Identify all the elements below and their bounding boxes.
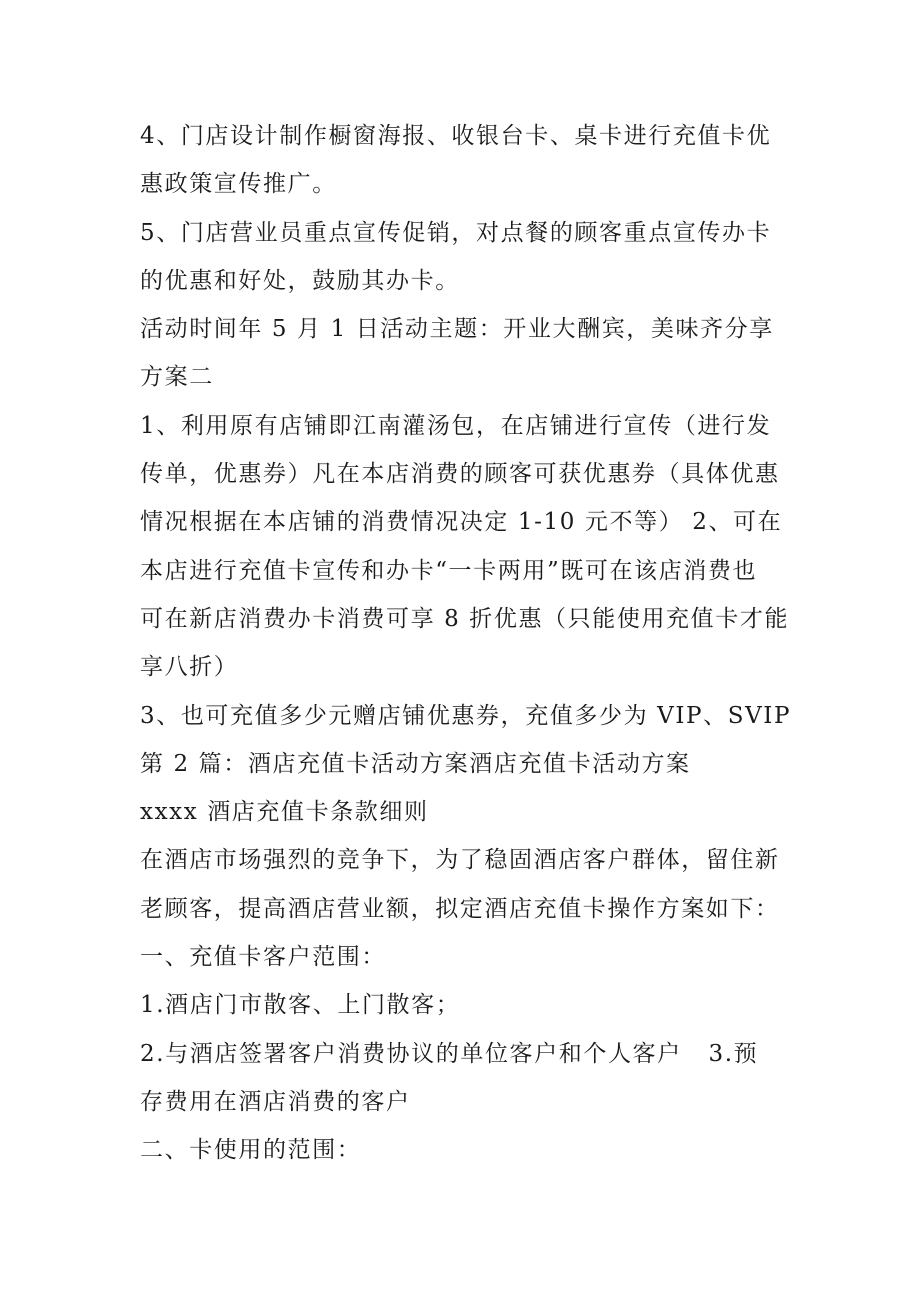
text-line: 2.与酒店签署客户消费协议的单位客户和个人客户 3.预 — [140, 1040, 759, 1067]
text-line: 老顾客，提高酒店营业额，拟定酒店充值卡操作方案如下： — [140, 895, 780, 922]
section-heading: 第 2 篇：酒店充值卡活动方案酒店充值卡活动方案 — [140, 750, 691, 777]
text-line: 本店进行充值卡宣传和办卡“一卡两用”既可在该店消费也 — [140, 557, 758, 584]
section-heading: 一、充值卡客户范围： — [140, 944, 386, 971]
text-line: 1.酒店门市散客、上门散客； — [140, 992, 461, 1019]
text-line: 活动时间年 5 月 1 日活动主题：开业大酬宾，美味齐分享 — [140, 316, 774, 343]
text-line: 4、门店设计制作橱窗海报、收银台卡、桌卡进行充值卡优 — [140, 123, 772, 149]
document-body — [140, 112, 820, 1175]
text-line: 3、也可充值多少元赠店铺优惠券，充值多少为 VIP、SVIP — [140, 702, 792, 729]
text-line: 在酒店市场强烈的竞争下，为了稳固酒店客户群体，留住新 — [140, 847, 780, 874]
text-line: 可在新店消费办卡消费可享 8 折优惠（只能使用充值卡才能 — [140, 605, 790, 632]
text-line: 1、利用原有店铺即江南灌汤包，在店铺进行宣传（进行发 — [140, 412, 772, 439]
text-line: 存费用在酒店消费的客户 — [140, 1088, 411, 1115]
text-line: 惠政策宣传推广。 — [140, 171, 337, 198]
section-heading: 二、卡使用的范围： — [140, 1137, 362, 1164]
text-line: 5、门店营业员重点宣传促销，对点餐的顾客重点宣传办卡 — [140, 219, 772, 246]
text-line: 传单，优惠券）凡在本店消费的顾客可获优惠券（具体优惠 — [140, 461, 780, 488]
section-heading: 方案二 — [140, 364, 214, 391]
section-heading: xxxx 酒店充值卡条款细则 — [140, 799, 429, 826]
text-line: 情况根据在本店铺的消费情况决定 1-10 元不等） 2、可在 — [140, 509, 783, 536]
text-line: 享八折） — [140, 654, 239, 681]
text-line: 的优惠和好处，鼓励其办卡。 — [140, 267, 460, 294]
